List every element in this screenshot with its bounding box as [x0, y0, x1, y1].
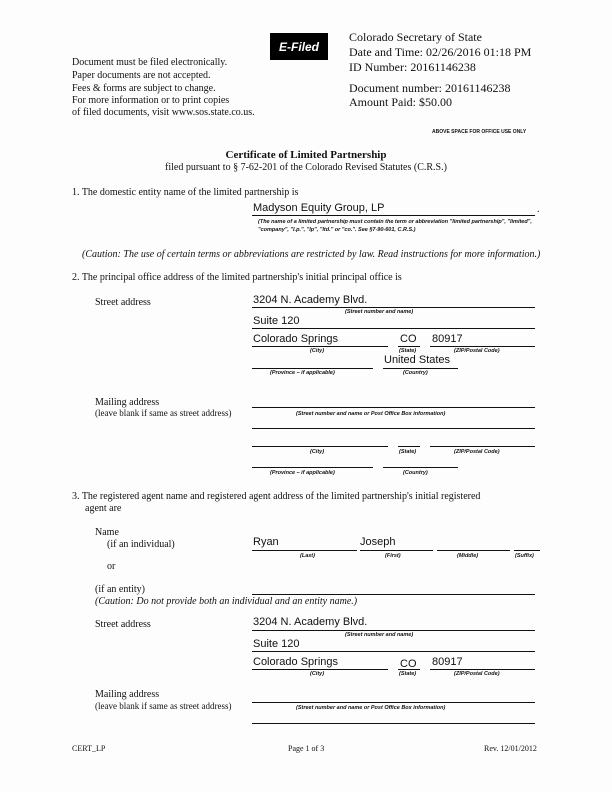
- state-label: (State): [399, 449, 417, 455]
- street-or-po-label: (Street number and name or Post Office Box information): [296, 705, 446, 711]
- principal-mailing-country-field[interactable]: [383, 467, 458, 468]
- or-label: or: [107, 561, 116, 572]
- agent-street-field[interactable]: 3204 N. Academy Blvd.: [253, 616, 368, 628]
- street-address-label: Street address: [95, 297, 151, 308]
- agent-city-field[interactable]: Colorado Springs: [253, 656, 338, 668]
- principal-mailing-state-field[interactable]: [398, 446, 420, 447]
- zip-label: (ZIP/Postal Code): [454, 348, 500, 354]
- mailing-address-label: Mailing address: [95, 397, 160, 408]
- section1-caution: (Caution: The use of certain terms or abbreviations are restricted by law. Read instructions for more information.): [82, 249, 541, 260]
- agent-zip-field[interactable]: 80917: [432, 656, 463, 668]
- zip-label: (ZIP/Postal Code): [454, 671, 500, 677]
- section3-prompt-cont: agent are: [85, 503, 122, 514]
- agent-first-name-field[interactable]: Joseph: [360, 536, 396, 548]
- mailing-address-hint: (leave blank if same as street address): [95, 408, 232, 418]
- principal-country-field[interactable]: United States: [384, 354, 451, 366]
- principal-street2-field[interactable]: Suite 120: [253, 315, 300, 327]
- principal-mailing-street2-field[interactable]: [252, 428, 535, 429]
- state-label: (State): [399, 671, 417, 677]
- city-label: (City): [310, 348, 325, 354]
- city-label: (City): [310, 671, 325, 677]
- street-number-label: (Street number and name): [345, 632, 414, 638]
- agent-name-label: Name: [95, 527, 119, 538]
- entity-label: (if an entity): [95, 584, 145, 595]
- notice-line: Paper documents are not accepted.: [72, 70, 211, 81]
- e-filed-logo-text: E-Filed: [278, 39, 319, 54]
- agent-street2-field[interactable]: Suite 120: [253, 638, 300, 650]
- state-label: (State): [399, 348, 417, 354]
- street-number-label: (Street number and name): [345, 309, 414, 315]
- form-id: CERT_LP: [72, 744, 106, 753]
- form-revision: Rev. 12/01/2012: [484, 744, 537, 753]
- section1-prompt: 1. The domestic entity name of the limited partnership is: [72, 187, 299, 198]
- section3-caution: (Caution: Do not provide both an individual and an entity name.): [95, 596, 358, 607]
- principal-city-field[interactable]: Colorado Springs: [253, 333, 338, 345]
- section3-prompt: 3. The registered agent name and registered agent address of the limited partnership's initial registered: [72, 491, 481, 502]
- agent-last-name-field[interactable]: Ryan: [253, 536, 279, 548]
- first-label: (First): [385, 553, 401, 559]
- agent-mailing-street2-field[interactable]: [252, 723, 535, 724]
- agent-state-field[interactable]: CO: [400, 658, 417, 670]
- agent-mailing-street-field[interactable]: [252, 702, 535, 703]
- office-use-note: ABOVE SPACE FOR OFFICE USE ONLY: [432, 129, 527, 135]
- agent-mailing-label: Mailing address: [95, 689, 160, 700]
- province-label: (Province – if applicable): [270, 470, 335, 476]
- amount-paid: Amount Paid: $50.00: [349, 95, 453, 109]
- e-filed-logo: [270, 33, 328, 60]
- country-label: (Country): [403, 370, 428, 376]
- principal-mailing-street-field[interactable]: [252, 407, 535, 408]
- entity-name-field[interactable]: Madyson Equity Group, LP: [253, 202, 385, 214]
- agent-mailing-hint: (leave blank if same as street address): [95, 701, 232, 711]
- notice-line: For more information or to print copies: [72, 95, 230, 106]
- filing-date-time: Date and Time: 02/26/2016 01:18 PM: [349, 45, 532, 59]
- suffix-label: (Suffix): [515, 553, 534, 559]
- middle-label: (Middle): [457, 553, 479, 559]
- zip-label: (ZIP/Postal Code): [454, 449, 500, 455]
- street-or-po-label: (Street number and name or Post Office Box information): [296, 411, 446, 417]
- principal-mailing-city-field[interactable]: [252, 446, 388, 447]
- notice-line: Document must be filed electronically.: [72, 57, 228, 68]
- principal-street-field[interactable]: 3204 N. Academy Blvd.: [253, 294, 368, 306]
- page-title: Certificate of Limited Partnership: [225, 149, 387, 161]
- section2-prompt: 2. The principal office address of the limited partnership's initial principal office is: [72, 272, 402, 283]
- notice-line: Fees & forms are subject to change.: [72, 83, 216, 94]
- filing-id-number: ID Number: 20161146238: [349, 60, 476, 74]
- agent-suffix-field[interactable]: [514, 550, 540, 551]
- period: .: [537, 204, 540, 215]
- agent-entity-name-field[interactable]: [252, 594, 535, 595]
- last-label: (Last): [300, 553, 315, 559]
- page-subtitle: filed pursuant to § 7-62-201 of the Colorado Revised Statutes (C.R.S.): [165, 162, 447, 173]
- principal-mailing-province-field[interactable]: [252, 467, 373, 468]
- principal-state-field[interactable]: CO: [400, 333, 417, 345]
- agent-street-label: Street address: [95, 619, 151, 630]
- individual-label: (if an individual): [107, 539, 175, 550]
- city-label: (City): [310, 449, 325, 455]
- principal-mailing-zip-field[interactable]: [430, 446, 535, 447]
- entity-name-note: (The name of a limited partnership must contain the term or abbreviation "limited partnership", "limited", "company", "l.p.", "lp", "ltd." or "co.". See §7-90-601, C.R.S.): [258, 219, 532, 233]
- agent-middle-name-field[interactable]: [437, 550, 510, 551]
- notice-line: of filed documents, visit www.sos.state.co.us.: [72, 107, 255, 118]
- filing-office: Colorado Secretary of State: [349, 30, 482, 44]
- province-label: (Province – if applicable): [270, 370, 335, 376]
- principal-zip-field[interactable]: 80917: [432, 333, 463, 345]
- country-label: (Country): [403, 470, 428, 476]
- page-number: Page 1 of 3: [288, 744, 325, 753]
- document-number: Document number: 20161146238: [349, 81, 511, 95]
